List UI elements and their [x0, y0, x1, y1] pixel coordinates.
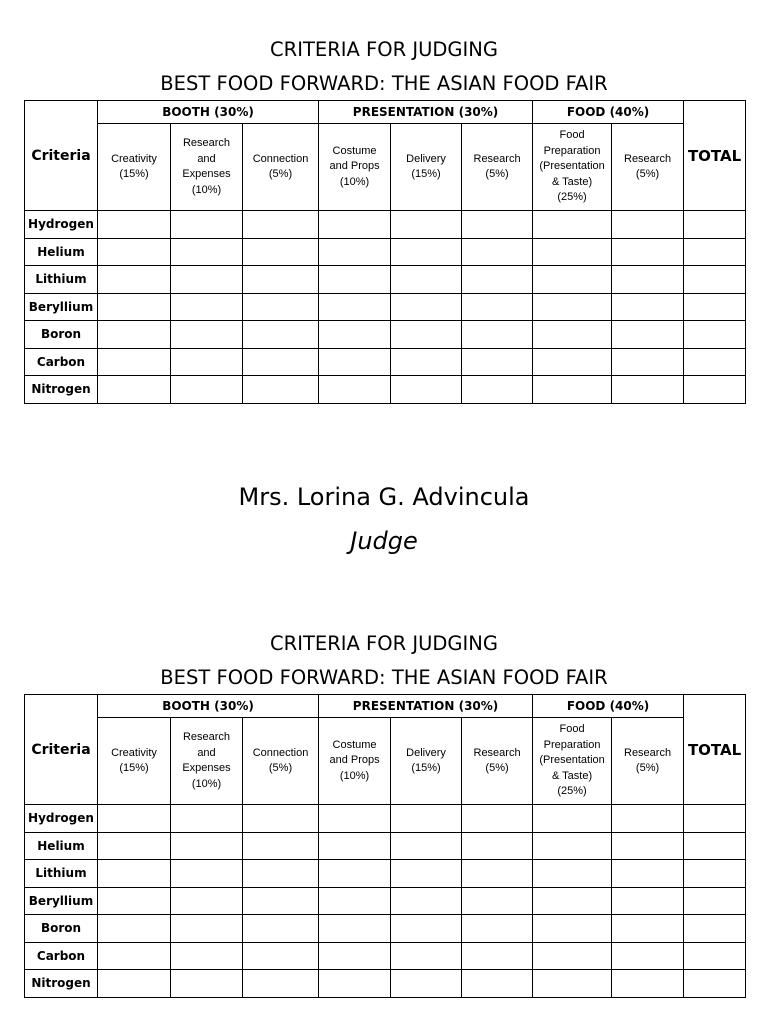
subcriterion-header: Research (5%) [612, 718, 684, 805]
subcriterion-header: Costume and Props (10%) [319, 124, 391, 211]
criteria-header: Criteria [25, 101, 98, 211]
score-cell[interactable] [319, 293, 391, 321]
score-cell[interactable] [684, 860, 746, 888]
score-cell[interactable] [391, 266, 462, 294]
group-name: Helium [25, 832, 98, 860]
score-cell[interactable] [171, 376, 243, 404]
subcriterion-header: Creativity (15%) [98, 124, 171, 211]
score-cell[interactable] [171, 293, 243, 321]
score-cell[interactable] [243, 887, 319, 915]
score-cell[interactable] [462, 832, 533, 860]
score-cell[interactable] [98, 887, 171, 915]
score-cell[interactable] [612, 832, 684, 860]
total-header: TOTAL [684, 695, 746, 805]
score-cell[interactable] [319, 211, 391, 239]
score-cell[interactable] [684, 211, 746, 239]
score-cell[interactable] [171, 832, 243, 860]
total-header: TOTAL [684, 101, 746, 211]
group-header: PRESENTATION (30%) [319, 695, 533, 718]
score-cell[interactable] [98, 832, 171, 860]
table-row [25, 348, 746, 376]
score-cell[interactable] [684, 321, 746, 349]
score-cell[interactable] [612, 915, 684, 943]
score-cell[interactable] [612, 321, 684, 349]
score-cell[interactable] [462, 915, 533, 943]
score-cell[interactable] [171, 942, 243, 970]
criteria-table [24, 100, 746, 404]
score-cell[interactable] [612, 860, 684, 888]
score-cell[interactable] [533, 860, 612, 888]
score-cell[interactable] [391, 942, 462, 970]
group-name: Beryllium [25, 887, 98, 915]
criteria-header: Criteria [25, 695, 98, 805]
score-cell[interactable] [533, 970, 612, 998]
score-cell[interactable] [533, 348, 612, 376]
score-cell[interactable] [684, 887, 746, 915]
group-name: Hydrogen [25, 805, 98, 833]
score-cell[interactable] [319, 942, 391, 970]
score-cell[interactable] [98, 348, 171, 376]
group-header: FOOD (40%) [533, 695, 684, 718]
group-name: Hydrogen [25, 211, 98, 239]
score-cell[interactable] [684, 376, 746, 404]
score-cell[interactable] [243, 321, 319, 349]
score-cell[interactable] [462, 860, 533, 888]
score-cell[interactable] [243, 970, 319, 998]
score-cell[interactable] [98, 376, 171, 404]
score-cell[interactable] [684, 238, 746, 266]
score-cell[interactable] [319, 832, 391, 860]
score-cell[interactable] [612, 293, 684, 321]
score-cell[interactable] [98, 293, 171, 321]
subcriterion-header: Research (5%) [612, 124, 684, 211]
score-cell[interactable] [171, 915, 243, 943]
score-cell[interactable] [391, 376, 462, 404]
score-cell[interactable] [171, 348, 243, 376]
score-cell[interactable] [462, 970, 533, 998]
score-cell[interactable] [243, 376, 319, 404]
score-cell[interactable] [612, 266, 684, 294]
criteria-table [24, 694, 746, 998]
table-row [25, 376, 746, 404]
score-cell[interactable] [171, 970, 243, 998]
judge-name: Mrs. Lorina G. Advincula [238, 483, 530, 511]
score-cell[interactable] [612, 211, 684, 239]
score-cell[interactable] [391, 321, 462, 349]
score-cell[interactable] [533, 211, 612, 239]
score-cell[interactable] [319, 238, 391, 266]
score-cell[interactable] [462, 942, 533, 970]
score-cell[interactable] [319, 915, 391, 943]
subcriterion-header: Creativity (15%) [98, 718, 171, 805]
score-cell[interactable] [171, 266, 243, 294]
score-cell[interactable] [684, 915, 746, 943]
score-cell[interactable] [462, 211, 533, 239]
score-cell[interactable] [171, 805, 243, 833]
score-cell[interactable] [533, 942, 612, 970]
score-cell[interactable] [533, 321, 612, 349]
score-cell[interactable] [98, 805, 171, 833]
score-cell[interactable] [391, 860, 462, 888]
score-cell[interactable] [391, 970, 462, 998]
score-cell[interactable] [462, 805, 533, 833]
score-cell[interactable] [171, 211, 243, 239]
score-cell[interactable] [98, 321, 171, 349]
score-cell[interactable] [462, 266, 533, 294]
score-cell[interactable] [533, 887, 612, 915]
subcriterion-header: Delivery (15%) [391, 718, 462, 805]
group-name: Boron [25, 915, 98, 943]
score-cell[interactable] [533, 832, 612, 860]
score-cell[interactable] [391, 238, 462, 266]
score-cell[interactable] [319, 887, 391, 915]
table-row [25, 266, 746, 294]
score-cell[interactable] [98, 860, 171, 888]
subcriterion-header: Costume and Props (10%) [319, 718, 391, 805]
score-cell[interactable] [243, 942, 319, 970]
group-header: BOOTH (30%) [98, 695, 319, 718]
subcriterion-header: Food Preparation (Presentation & Taste) (25%) [533, 718, 612, 805]
score-cell[interactable] [533, 915, 612, 943]
table-row [25, 832, 746, 860]
sheet-title-line2: BEST FOOD FORWARD: THE ASIAN FOOD FAIR [160, 666, 608, 689]
score-cell[interactable] [612, 970, 684, 998]
score-cell[interactable] [98, 942, 171, 970]
score-cell[interactable] [684, 970, 746, 998]
score-cell[interactable] [98, 970, 171, 998]
score-cell[interactable] [391, 211, 462, 239]
score-cell[interactable] [462, 376, 533, 404]
score-cell[interactable] [98, 238, 171, 266]
group-name: Helium [25, 238, 98, 266]
score-cell[interactable] [243, 293, 319, 321]
subcriterion-header: Connection (5%) [243, 124, 319, 211]
subcriterion-header: Research and Expenses (10%) [171, 124, 243, 211]
score-cell[interactable] [319, 321, 391, 349]
group-name: Boron [25, 321, 98, 349]
score-cell[interactable] [171, 321, 243, 349]
table-row [25, 293, 746, 321]
score-cell[interactable] [612, 805, 684, 833]
score-cell[interactable] [533, 266, 612, 294]
score-cell[interactable] [243, 211, 319, 239]
score-cell[interactable] [612, 942, 684, 970]
score-cell[interactable] [243, 805, 319, 833]
score-cell[interactable] [391, 832, 462, 860]
score-cell[interactable] [391, 293, 462, 321]
judge-role: Judge [350, 527, 418, 555]
group-name: Carbon [25, 348, 98, 376]
sheet-title-line1: CRITERIA FOR JUDGING [270, 38, 498, 61]
group-name: Nitrogen [25, 376, 98, 404]
table-row [25, 887, 746, 915]
group-header: FOOD (40%) [533, 101, 684, 124]
score-cell[interactable] [98, 915, 171, 943]
score-cell[interactable] [533, 376, 612, 404]
subcriterion-header: Connection (5%) [243, 718, 319, 805]
score-cell[interactable] [243, 348, 319, 376]
score-cell[interactable] [462, 293, 533, 321]
score-cell[interactable] [243, 266, 319, 294]
score-cell[interactable] [612, 238, 684, 266]
score-cell[interactable] [243, 860, 319, 888]
group-header: PRESENTATION (30%) [319, 101, 533, 124]
table-row [25, 805, 746, 833]
score-cell[interactable] [319, 860, 391, 888]
score-cell[interactable] [462, 348, 533, 376]
score-cell[interactable] [319, 376, 391, 404]
score-cell[interactable] [612, 887, 684, 915]
score-cell[interactable] [462, 321, 533, 349]
score-cell[interactable] [612, 348, 684, 376]
group-name: Nitrogen [25, 970, 98, 998]
table-row [25, 860, 746, 888]
score-cell[interactable] [684, 293, 746, 321]
score-cell[interactable] [319, 348, 391, 376]
group-name: Lithium [25, 266, 98, 294]
group-name: Lithium [25, 860, 98, 888]
group-name: Carbon [25, 942, 98, 970]
table-row [25, 970, 746, 998]
group-name: Beryllium [25, 293, 98, 321]
score-cell[interactable] [612, 376, 684, 404]
sheet-title-line2: BEST FOOD FORWARD: THE ASIAN FOOD FAIR [160, 72, 608, 95]
score-cell[interactable] [391, 348, 462, 376]
subcriterion-header: Research (5%) [462, 124, 533, 211]
score-cell[interactable] [171, 238, 243, 266]
table-row [25, 211, 746, 239]
score-cell[interactable] [684, 942, 746, 970]
group-header: BOOTH (30%) [98, 101, 319, 124]
score-cell[interactable] [462, 238, 533, 266]
score-cell[interactable] [391, 887, 462, 915]
score-cell[interactable] [243, 832, 319, 860]
score-cell[interactable] [98, 266, 171, 294]
table-row [25, 915, 746, 943]
score-cell[interactable] [171, 860, 243, 888]
score-cell[interactable] [533, 238, 612, 266]
table-row [25, 942, 746, 970]
score-cell[interactable] [243, 238, 319, 266]
subcriterion-header: Research (5%) [462, 718, 533, 805]
score-cell[interactable] [684, 805, 746, 833]
score-cell[interactable] [391, 915, 462, 943]
score-cell[interactable] [319, 266, 391, 294]
subcriterion-header: Delivery (15%) [391, 124, 462, 211]
score-cell[interactable] [684, 266, 746, 294]
score-cell[interactable] [391, 805, 462, 833]
subcriterion-header: Food Preparation (Presentation & Taste) (25%) [533, 124, 612, 211]
score-cell[interactable] [171, 887, 243, 915]
score-cell[interactable] [98, 211, 171, 239]
score-cell[interactable] [319, 805, 391, 833]
subcriterion-header: Research and Expenses (10%) [171, 718, 243, 805]
table-row [25, 321, 746, 349]
score-cell[interactable] [462, 887, 533, 915]
score-cell[interactable] [319, 970, 391, 998]
table-row [25, 238, 746, 266]
score-cell[interactable] [684, 348, 746, 376]
score-cell[interactable] [684, 832, 746, 860]
score-cell[interactable] [243, 915, 319, 943]
sheet-title-line1: CRITERIA FOR JUDGING [270, 632, 498, 655]
score-cell[interactable] [533, 293, 612, 321]
score-cell[interactable] [533, 805, 612, 833]
